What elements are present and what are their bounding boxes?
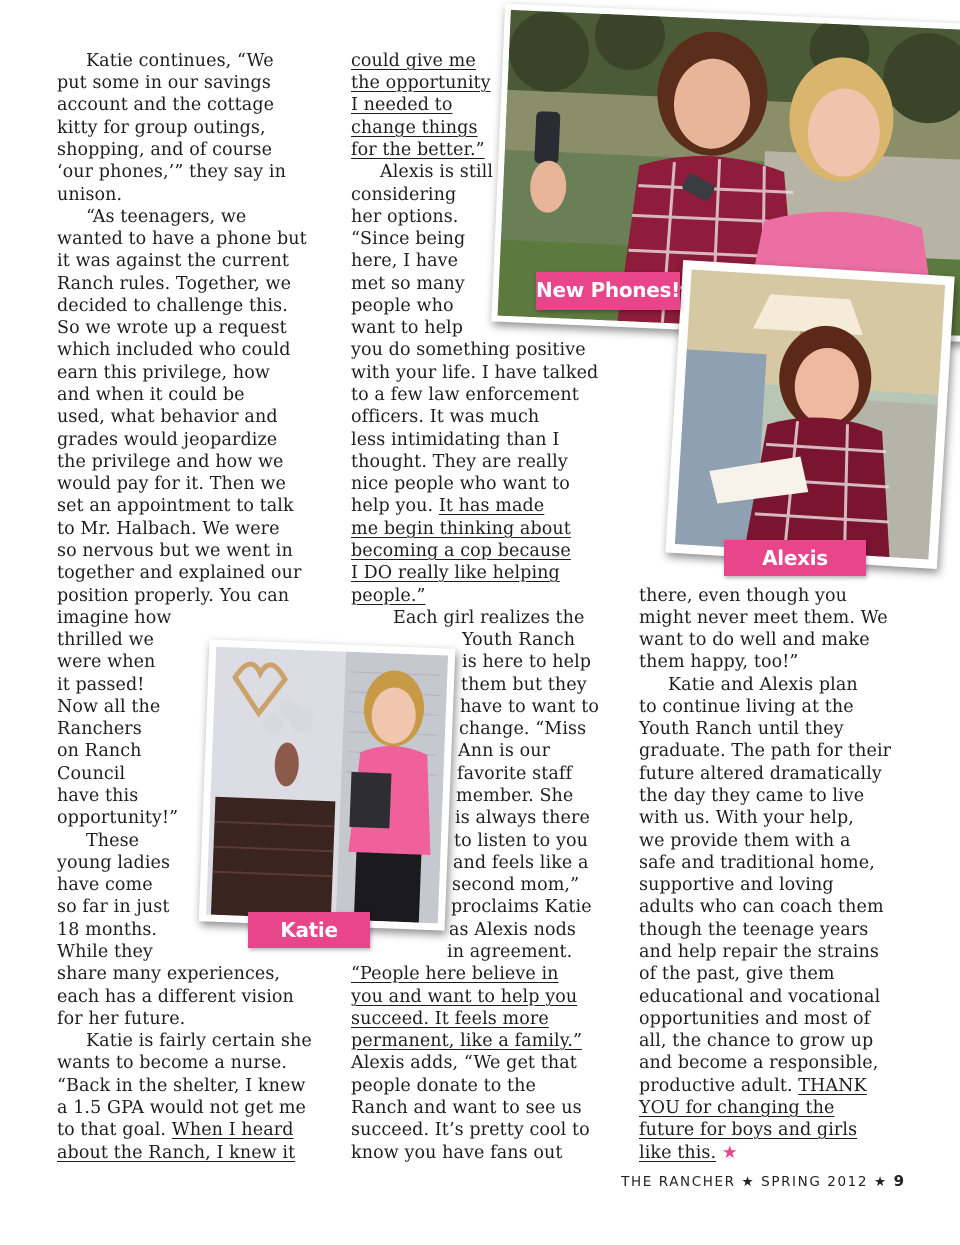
left-line: on Ranch <box>57 741 142 761</box>
photo-alexis <box>665 260 954 569</box>
left-line: earn this privilege, how <box>57 363 270 383</box>
caption-katie: Katie <box>248 912 370 948</box>
right-line: there, even though you <box>639 586 847 606</box>
middle-line: want to help <box>351 318 464 338</box>
middle-line: proclaims Katie <box>451 897 592 917</box>
middle-line: is always there <box>455 808 590 828</box>
left-line: “Back in the shelter, I knew <box>57 1076 306 1096</box>
right-line: the day they came to live <box>639 786 865 806</box>
middle-line: the opportunity <box>351 73 491 93</box>
left-line: wants to become a nurse. <box>57 1053 288 1073</box>
middle-line: Youth Ranch <box>462 630 576 650</box>
right-line: opportunities and most of <box>639 1009 871 1029</box>
middle-line: here, I have <box>351 251 459 271</box>
middle-line: succeed. It’s pretty cool to <box>351 1120 590 1140</box>
middle-line: have to want to <box>460 697 599 717</box>
middle-line: I needed to <box>351 95 453 115</box>
middle-line: people donate to the <box>351 1076 536 1096</box>
right-line: them happy, too!” <box>639 652 799 672</box>
right-line-underlined-text: THANK <box>798 1076 867 1096</box>
middle-line: Alexis is still <box>380 162 494 182</box>
left-line-text: to that goal. <box>57 1120 172 1140</box>
right-line: and help repair the strains <box>639 942 879 962</box>
left-line: for her future. <box>57 1009 186 1029</box>
left-line: position properly. You can <box>57 586 290 606</box>
right-line <box>639 1142 738 1164</box>
left-line: it was against the current <box>57 251 289 271</box>
middle-line: know you have fans out <box>351 1143 563 1163</box>
right-line: future altered dramatically <box>639 764 882 784</box>
left-line: would pay for it. Then we <box>57 474 286 494</box>
middle-line: Ranch and want to see us <box>351 1098 582 1118</box>
middle-line: people who <box>351 296 454 316</box>
left-line: Ranch rules. Together, we <box>57 274 292 294</box>
right-line: Youth Ranch until they <box>639 719 844 739</box>
left-line: together and explained our <box>57 563 302 583</box>
right-line: of the past, give them <box>639 964 835 984</box>
left-line: about the Ranch, I knew it <box>57 1143 296 1163</box>
middle-line: you do something positive <box>351 340 586 360</box>
caption-new-phones: New Phones! <box>536 272 680 310</box>
middle-line: succeed. It feels more <box>351 1009 549 1029</box>
right-line: to continue living at the <box>639 697 854 717</box>
middle-line: her options. <box>351 207 459 227</box>
middle-line: people.” <box>351 586 426 606</box>
left-line: account and the cottage <box>57 95 275 115</box>
middle-line-text: help you. <box>351 496 439 516</box>
middle-line: for the better.” <box>351 140 485 160</box>
right-line: might never meet them. We <box>639 608 888 628</box>
left-line: shopping, and of course <box>57 140 273 160</box>
right-line: graduate. The path for their <box>639 741 892 761</box>
left-line: ‘our phones,’” they say in <box>57 162 286 182</box>
left-line: Council <box>57 764 126 784</box>
left-line: wanted to have a phone but <box>57 229 307 249</box>
right-line: educational and vocational <box>639 987 881 1007</box>
katie-image <box>206 647 448 924</box>
left-line: Now all the <box>57 697 161 717</box>
left-line: it passed! <box>57 675 145 695</box>
middle-line: and feels like a <box>453 853 589 873</box>
left-line: a 1.5 GPA would not get me <box>57 1098 306 1118</box>
left-line: so nervous but we went in <box>57 541 293 561</box>
page-number: 9 <box>893 1172 904 1190</box>
left-line: Ranchers <box>57 719 142 739</box>
left-line: So we wrote up a request <box>57 318 287 338</box>
right-line: adults who can coach them <box>639 897 884 917</box>
left-line: have this <box>57 786 139 806</box>
middle-line: favorite staff <box>457 764 573 784</box>
middle-line: them but they <box>461 675 587 695</box>
left-line: “As teenagers, we <box>86 207 247 227</box>
left-line: so far in just <box>57 897 170 917</box>
middle-line: to listen to you <box>454 831 588 851</box>
middle-line: Ann is our <box>458 741 551 761</box>
middle-line: me begin thinking about <box>351 519 571 539</box>
left-line <box>57 1119 294 1141</box>
footer-issue: SPRING 2012 <box>761 1174 869 1190</box>
pink-star-icon: ★ <box>721 1143 738 1163</box>
caption-alexis: Alexis <box>724 540 866 576</box>
right-line-text: productive adult. <box>639 1076 799 1096</box>
footer-star-icon: ★ <box>873 1174 888 1190</box>
middle-line: “People here believe in <box>351 964 559 984</box>
right-line-underlined-text: like this. <box>639 1143 717 1163</box>
right-line: and become a responsible, <box>639 1053 879 1073</box>
middle-line: I DO really like helping <box>351 563 560 583</box>
middle-line: becoming a cop because <box>351 541 571 561</box>
left-line: Katie is fairly certain she <box>86 1031 312 1051</box>
left-line: grades would jeopardize <box>57 430 278 450</box>
left-line: have come <box>57 875 153 895</box>
middle-line: change things <box>351 118 478 138</box>
middle-line: as Alexis nods <box>449 920 576 940</box>
left-line: set an appointment to talk <box>57 496 294 516</box>
left-line: and when it could be <box>57 385 245 405</box>
left-line: were when <box>57 652 156 672</box>
middle-line <box>351 495 544 517</box>
left-line: used, what behavior and <box>57 407 278 427</box>
footer-publication: THE RANCHER <box>621 1174 736 1190</box>
footer-star-icon: ★ <box>741 1174 756 1190</box>
middle-line: in agreement. <box>447 942 573 962</box>
middle-line: member. She <box>456 786 574 806</box>
left-line: young ladies <box>57 853 171 873</box>
middle-line: less intimidating than I <box>351 430 560 450</box>
alexis-image <box>675 270 945 560</box>
left-line: unison. <box>57 185 123 205</box>
middle-line: Alexis adds, “We get that <box>351 1053 577 1073</box>
middle-line: second mom,” <box>452 875 580 895</box>
right-line: we provide them with a <box>639 831 851 851</box>
left-line: kitty for group outings, <box>57 118 266 138</box>
middle-line: permanent, like a family.” <box>351 1031 583 1051</box>
right-line: all, the chance to grow up <box>639 1031 874 1051</box>
left-line: While they <box>57 942 153 962</box>
middle-line: is here to help <box>462 652 592 672</box>
middle-line: thought. They are really <box>351 452 568 472</box>
photo-katie <box>199 639 456 930</box>
left-line: decided to challenge this. <box>57 296 288 316</box>
middle-line: with your life. I have talked <box>351 363 599 383</box>
left-line: thrilled we <box>57 630 155 650</box>
left-line: the privilege and how we <box>57 452 284 472</box>
right-line: Katie and Alexis plan <box>668 675 858 695</box>
middle-line: change. “Miss <box>459 719 587 739</box>
right-line <box>639 1075 867 1097</box>
left-line-underlined-text: When I heard <box>171 1120 294 1140</box>
middle-line: could give me <box>351 51 476 71</box>
left-line: These <box>86 831 140 851</box>
left-line: Katie continues, “We <box>86 51 274 71</box>
middle-line: to a few law enforcement <box>351 385 579 405</box>
left-line: each has a different vision <box>57 987 294 1007</box>
right-line: safe and traditional home, <box>639 853 875 873</box>
left-line: opportunity!” <box>57 808 179 828</box>
right-line: though the teenage years <box>639 920 869 940</box>
page-footer <box>621 1172 904 1190</box>
left-line: to Mr. Halbach. We were <box>57 519 280 539</box>
right-line: want to do well and make <box>639 630 870 650</box>
middle-line: considering <box>351 185 457 205</box>
left-line: 18 months. <box>57 920 158 940</box>
left-line: imagine how <box>57 608 172 628</box>
right-line: YOU for changing the <box>639 1098 835 1118</box>
middle-line: officers. It was much <box>351 407 540 427</box>
middle-line: “Since being <box>351 229 466 249</box>
left-line: share many experiences, <box>57 964 281 984</box>
left-line: which included who could <box>57 340 291 360</box>
right-line: future for boys and girls <box>639 1120 858 1140</box>
middle-line: Each girl realizes the <box>393 608 585 628</box>
middle-line: met so many <box>351 274 465 294</box>
right-line: supportive and loving <box>639 875 834 895</box>
middle-line: you and want to help you <box>351 987 578 1007</box>
right-line: with us. With your help, <box>639 808 854 828</box>
middle-line-underlined-text: It has made <box>438 496 545 516</box>
middle-line: nice people who want to <box>351 474 570 494</box>
left-line: put some in our savings <box>57 73 271 93</box>
